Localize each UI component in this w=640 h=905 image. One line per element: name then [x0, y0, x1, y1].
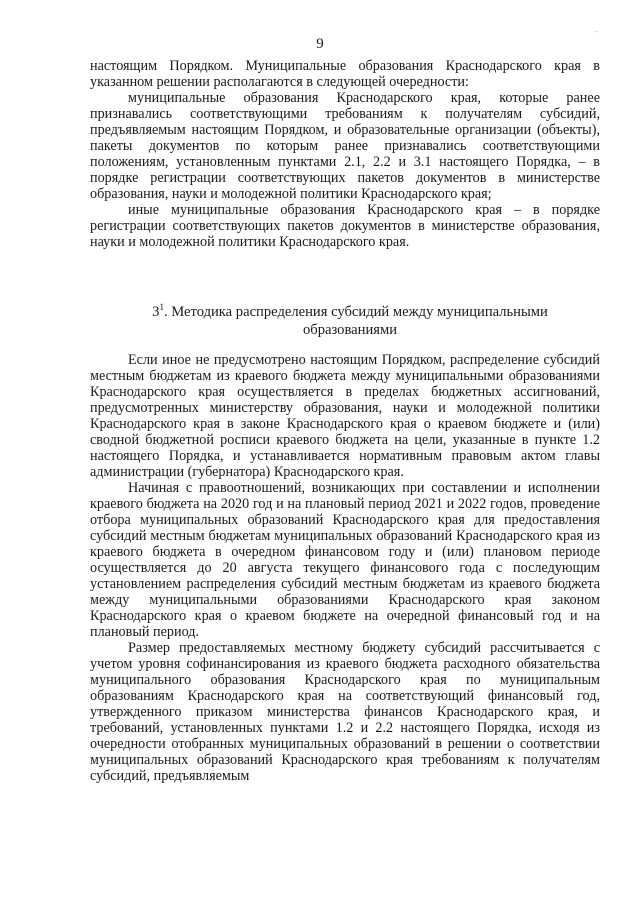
- body-paragraph-3: Размер предоставляемых местному бюджету субсидий рассчитывается с учетом уровня софинансирования из краевого бюджета расходного обязательства муниципального образования Краснодарского края по муниципальным образованиям Краснодарского края на соответствующий финансовый год, утвержденного приказом министерства финансов Краснодарского края, и требований, установленных пунктами 1.2 и 2.2 настоящего Порядка, исходя из очередности отобранных муниципальных образований в решении о соответствии муниципальных образований Краснодарского края требованиям к получателям субсидий, предъявляемым: [90, 640, 600, 784]
- list-item-1: муниципальные образования Краснодарского края, которые ранее признавались соответствующими требованиям к получателям субсидий, предъявляемым настоящим Порядком, и образовательные организации (объекты), пакеты документов по которым ранее признавались соответствующими положениям, установленным пунктами 2.1, 2.2 и 3.1 настоящего Порядка, – в порядке регистрации соответствующих пакетов документов в министерстве образования, науки и молодежной политики Краснодарского края;: [90, 90, 600, 202]
- section-title: . Методика распределения субсидий между муниципальными образованиями: [163, 304, 548, 338]
- intro-paragraph: настоящим Порядком. Муниципальные образования Краснодарского края в указанном решении располагаются в следующей очередности:: [90, 58, 600, 90]
- body-paragraph-1: Если иное не предусмотрено настоящим Порядком, распределение субсидий местным бюджетам из краевого бюджета между муниципальными образованиями Краснодарского края осуществляется в пределах бюджетных ассигнований, предусмотренных министерству образования, науки и молодежной политики Краснодарского края в законе Краснодарского края о краевом бюджете и (или) сводной бюджетной росписи краевого бюджета на цели, указанные в пункте 1.2 настоящего Порядка, и устанавливается нормативным правовым актом главы администрации (губернатора) Краснодарского края.: [90, 352, 600, 480]
- section-heading: [140, 298, 560, 339]
- list-item-2: иные муниципальные образования Краснодарского края – в порядке регистрации соответствующих пакетов документов в министерстве образования, науки и молодежной политики Краснодарского края.: [90, 202, 600, 250]
- corner-mark: -: [595, 26, 598, 36]
- top-text-block: [90, 58, 600, 250]
- section-superscript: 1: [159, 302, 164, 312]
- page-number: 9: [316, 36, 324, 52]
- body-paragraph-2: Начиная с правоотношений, возникающих при составлении и исполнении краевого бюджета на 2020 год и на плановый период 2021 и 2022 годов, проведение отбора муниципальных образований Краснодарского края для предоставления субсидий местным бюджетам муниципальных образований Краснодарского края из краевого бюджета в очередном финансовом году и (или) плановом периоде осуществляется до 20 августа текущего финансового года с последующим установлением распределения субсидий местным бюджетам из краевого бюджета между муниципальными образованиями Краснодарского края законом Краснодарского края о краевом бюджете на очередной финансовый год и на плановый период.: [90, 480, 600, 640]
- section-number: 3: [152, 304, 160, 320]
- body-text-block: [90, 352, 600, 784]
